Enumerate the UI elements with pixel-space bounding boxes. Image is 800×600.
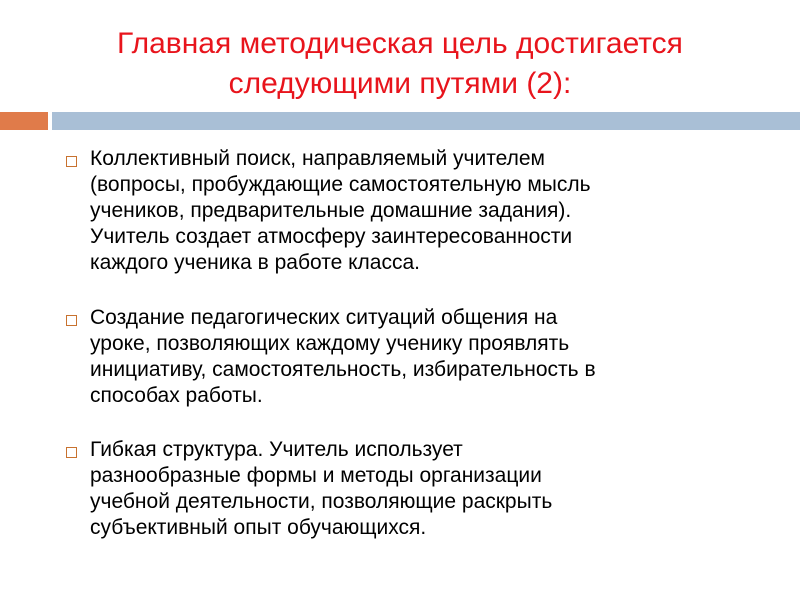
list-item-line: каждого ученика в работе класса. xyxy=(90,251,420,274)
list-item-line: Гибкая структура. Учитель использует xyxy=(90,438,463,461)
slide-title-line: Главная методическая цель достигается xyxy=(117,27,683,60)
list-item-text xyxy=(90,146,745,276)
list-item-line: способах работы. xyxy=(90,384,263,407)
square-outline-icon xyxy=(66,156,77,167)
list-item-line: учебной деятельности, позволяющие раскрыть xyxy=(90,490,553,513)
slide-title-line: следующими путями (2): xyxy=(228,67,572,100)
list-item-line: разнообразные формы и методы организации xyxy=(90,464,542,487)
slide-title xyxy=(30,24,770,104)
square-outline-icon xyxy=(66,447,77,458)
list-item-line: (вопросы, пробуждающие самостоятельную мысль xyxy=(90,173,591,196)
list-item-line: Создание педагогических ситуаций общения на xyxy=(90,306,558,329)
title-divider xyxy=(0,112,800,130)
list-item-line: инициативу, самостоятельность, избирательность в xyxy=(90,358,596,381)
list-item-line: Коллективный поиск, направляемый учителем xyxy=(90,147,545,170)
list-item-line: уроке, позволяющих каждому ученику проявлять xyxy=(90,332,570,355)
list-item-text xyxy=(90,305,745,409)
list-item-line: Учитель создает атмосферу заинтересованности xyxy=(90,225,573,248)
list-item-line: учеников, предварительные домашние задания). xyxy=(90,199,572,222)
divider-bar-segment xyxy=(52,112,800,130)
divider-accent-segment xyxy=(0,112,48,130)
list-item-line: субъективный опыт обучающихся. xyxy=(90,516,427,539)
list-item-text xyxy=(90,437,745,541)
square-outline-icon xyxy=(66,315,77,326)
